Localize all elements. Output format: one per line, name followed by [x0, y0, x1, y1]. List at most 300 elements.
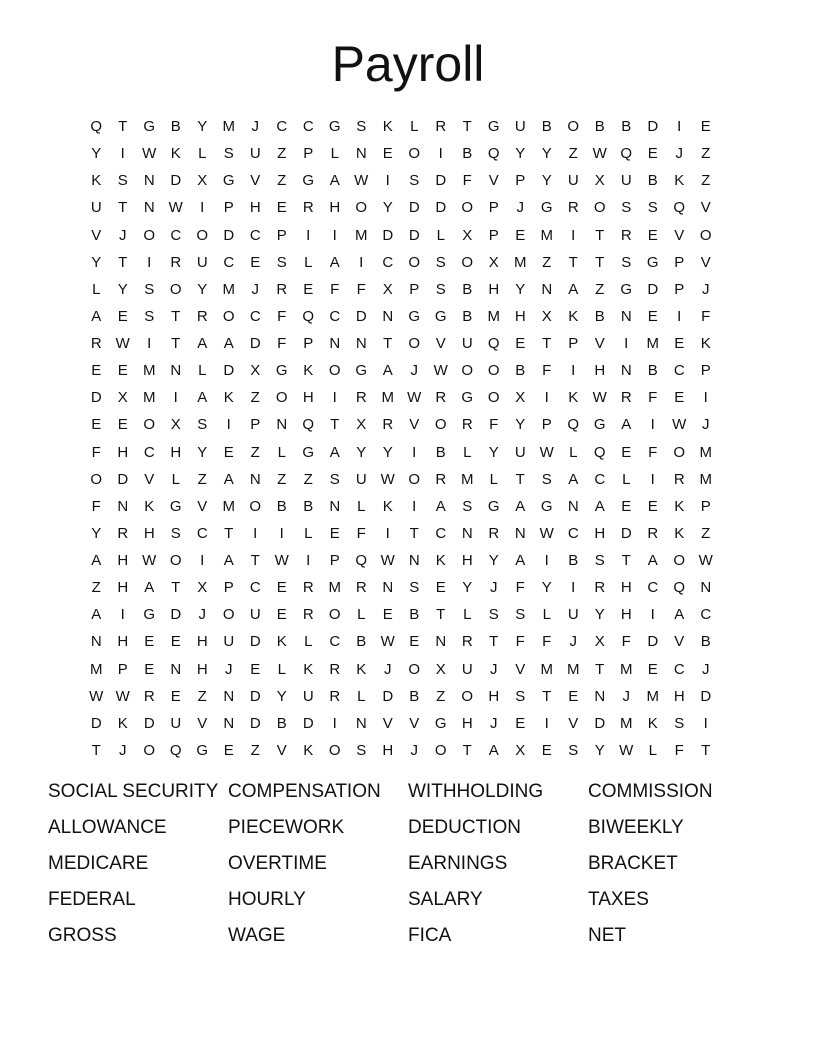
grid-letter: S: [329, 470, 340, 488]
grid-letter: M: [222, 280, 235, 298]
grid-letter: X: [594, 172, 605, 190]
grid-letter: R: [276, 280, 288, 298]
grid-row: [83, 466, 719, 493]
grid-letter: D: [594, 714, 606, 732]
grid-letter: T: [250, 552, 260, 570]
grid-letter: X: [488, 253, 499, 271]
grid-letter: P: [223, 199, 234, 217]
grid-letter: I: [544, 552, 549, 570]
grid-letter: S: [435, 280, 446, 298]
grid-letter: U: [461, 335, 473, 353]
grid-letter: M: [567, 660, 580, 678]
grid-letter: T: [118, 199, 128, 217]
word-list-item: PIECEWORK: [228, 817, 345, 838]
grid-letter: J: [251, 118, 259, 136]
grid-letter: J: [702, 280, 710, 298]
grid-letter: M: [620, 714, 633, 732]
grid-letter: E: [674, 389, 685, 407]
grid-letter: B: [541, 118, 552, 136]
grid-letter: V: [515, 660, 526, 678]
grid-letter: S: [435, 253, 446, 271]
grid-letter: R: [435, 470, 447, 488]
grid-letter: S: [462, 497, 473, 515]
grid-letter: U: [170, 714, 182, 732]
grid-letter: I: [226, 416, 231, 434]
grid-letter: N: [355, 145, 367, 163]
grid-letter: V: [276, 741, 287, 759]
grid-letter: K: [356, 660, 367, 678]
grid-letter: P: [223, 579, 234, 597]
grid-letter: A: [515, 497, 526, 515]
grid-letter: R: [382, 416, 394, 434]
grid-letter: N: [408, 552, 420, 570]
grid-letter: V: [250, 172, 261, 190]
grid-letter: K: [91, 172, 102, 190]
grid-letter: O: [408, 145, 421, 163]
grid-letter: U: [514, 118, 526, 136]
grid-letter: E: [117, 416, 128, 434]
grid-letter: V: [674, 226, 685, 244]
grid-letter: Z: [277, 145, 287, 163]
grid-letter: U: [249, 145, 261, 163]
grid-letter: E: [647, 226, 658, 244]
grid-letter: S: [515, 687, 526, 705]
grid-letter: C: [567, 524, 579, 542]
grid-letter: R: [302, 606, 314, 624]
grid-letter: Y: [462, 579, 473, 597]
grid-letter: Y: [515, 280, 526, 298]
grid-letter: J: [251, 280, 259, 298]
grid-letter: Y: [594, 741, 605, 759]
word-list-item: WITHHOLDING: [408, 781, 544, 802]
grid-letter: H: [117, 633, 129, 651]
grid-letter: L: [304, 633, 313, 651]
grid-letter: Z: [436, 687, 446, 705]
grid-letter: R: [435, 118, 447, 136]
grid-letter: W: [592, 389, 607, 407]
grid-letter: E: [568, 687, 579, 705]
grid-row: [83, 439, 719, 466]
grid-letter: N: [90, 633, 102, 651]
grid-letter: A: [329, 253, 340, 271]
grid-letter: N: [382, 579, 394, 597]
grid-letter: T: [91, 741, 101, 759]
grid-letter: B: [594, 118, 605, 136]
grid-letter: T: [515, 470, 525, 488]
grid-letter: Z: [197, 470, 207, 488]
grid-letter: P: [276, 226, 287, 244]
grid-letter: A: [91, 606, 102, 624]
grid-letter: H: [329, 199, 341, 217]
grid-letter: G: [540, 497, 553, 515]
grid-letter: Q: [593, 443, 606, 461]
grid-letter: G: [487, 497, 500, 515]
grid-letter: Z: [568, 145, 578, 163]
grid-letter: V: [488, 172, 499, 190]
grid-letter: C: [435, 524, 447, 542]
grid-row: [83, 222, 719, 249]
grid-letter: I: [173, 389, 178, 407]
grid-letter: M: [540, 660, 553, 678]
grid-letter: T: [330, 416, 340, 434]
grid-letter: H: [143, 524, 155, 542]
grid-letter: E: [144, 660, 155, 678]
grid-letter: Y: [356, 443, 367, 461]
grid-letter: G: [355, 362, 368, 380]
grid-letter: Z: [250, 389, 260, 407]
grid-letter: L: [198, 145, 207, 163]
grid-letter: I: [200, 552, 205, 570]
grid-letter: O: [461, 253, 474, 271]
grid-letter: G: [275, 362, 288, 380]
grid-letter: O: [355, 199, 368, 217]
grid-row: [83, 140, 719, 167]
grid-letter: J: [490, 660, 498, 678]
grid-letter: F: [515, 633, 525, 651]
grid-letter: K: [223, 389, 234, 407]
grid-letter: Y: [488, 552, 499, 570]
grid-letter: J: [516, 199, 524, 217]
grid-letter: C: [249, 307, 261, 325]
grid-letter: Y: [541, 145, 552, 163]
grid-letter: S: [621, 253, 632, 271]
grid-letter: R: [196, 307, 208, 325]
grid-letter: Q: [355, 552, 368, 570]
grid-letter: T: [436, 606, 446, 624]
grid-letter: W: [115, 687, 130, 705]
grid-letter: P: [568, 335, 579, 353]
grid-letter: B: [462, 280, 473, 298]
grid-letter: N: [620, 362, 632, 380]
grid-letter: S: [541, 470, 552, 488]
word-list-item: COMMISSION: [588, 781, 713, 802]
grid-letter: Q: [487, 335, 500, 353]
grid-letter: C: [143, 443, 155, 461]
grid-letter: E: [515, 226, 526, 244]
grid-letter: B: [435, 443, 446, 461]
grid-letter: E: [276, 579, 287, 597]
word-list-item: ALLOWANCE: [48, 817, 167, 838]
grid-letter: M: [381, 389, 394, 407]
grid-letter: C: [329, 633, 341, 651]
grid-letter: E: [621, 497, 632, 515]
grid-letter: F: [277, 307, 287, 325]
grid-letter: Z: [197, 687, 207, 705]
grid-letter: O: [275, 389, 288, 407]
grid-letter: K: [276, 633, 287, 651]
grid-letter: D: [249, 335, 261, 353]
grid-letter: H: [196, 633, 208, 651]
grid-letter: J: [490, 714, 498, 732]
word-list-item: COMPENSATION: [228, 781, 381, 802]
grid-letter: D: [170, 606, 182, 624]
grid-letter: E: [674, 335, 685, 353]
word-list-item: EARNINGS: [408, 853, 508, 874]
grid-letter: S: [144, 307, 155, 325]
grid-letter: R: [117, 524, 129, 542]
grid-letter: J: [569, 633, 577, 651]
grid-letter: T: [171, 335, 181, 353]
grid-letter: N: [170, 362, 182, 380]
grid-letter: H: [382, 741, 394, 759]
grid-letter: B: [356, 633, 367, 651]
grid-letter: T: [595, 253, 605, 271]
grid-letter: T: [118, 253, 128, 271]
grid-letter: H: [488, 280, 500, 298]
grid-letter: R: [620, 389, 632, 407]
grid-letter: I: [571, 226, 576, 244]
grid-letter: W: [592, 145, 607, 163]
grid-letter: B: [568, 552, 579, 570]
grid-letter: K: [382, 118, 393, 136]
grid-letter: U: [567, 172, 579, 190]
grid-letter: J: [410, 362, 418, 380]
grid-letter: E: [435, 579, 446, 597]
grid-letter: S: [117, 172, 128, 190]
grid-letter: I: [200, 199, 205, 217]
grid-letter: T: [489, 633, 499, 651]
grid-letter: U: [461, 660, 473, 678]
grid-letter: W: [539, 524, 554, 542]
grid-letter: L: [622, 470, 631, 488]
grid-letter: C: [673, 660, 685, 678]
grid-letter: A: [197, 389, 208, 407]
grid-letter: A: [568, 280, 579, 298]
grid-letter: N: [541, 280, 553, 298]
grid-letter: S: [647, 199, 658, 217]
grid-letter: N: [143, 172, 155, 190]
grid-letter: V: [144, 470, 155, 488]
grid-letter: D: [382, 226, 394, 244]
grid-letter: T: [462, 741, 472, 759]
grid-letter: H: [461, 714, 473, 732]
grid-letter: N: [143, 199, 155, 217]
grid-letter: A: [568, 470, 579, 488]
grid-row: [83, 194, 719, 221]
grid-letter: G: [302, 172, 315, 190]
grid-letter: Y: [91, 524, 102, 542]
grid-letter: S: [568, 741, 579, 759]
grid-letter: A: [515, 552, 526, 570]
grid-letter: X: [197, 579, 208, 597]
grid-letter: O: [169, 552, 182, 570]
grid-letter: I: [703, 714, 708, 732]
grid-letter: S: [409, 579, 420, 597]
grid-letter: G: [302, 443, 315, 461]
grid-letter: O: [222, 606, 235, 624]
grid-letter: Y: [541, 579, 552, 597]
grid-letter: A: [647, 552, 658, 570]
grid-letter: F: [356, 524, 366, 542]
grid-letter: W: [380, 470, 395, 488]
grid-letter: C: [249, 579, 261, 597]
grid-letter: Y: [91, 145, 102, 163]
grid-letter: M: [620, 660, 633, 678]
grid-letter: K: [568, 389, 579, 407]
grid-letter: V: [409, 714, 420, 732]
grid-letter: R: [673, 470, 685, 488]
grid-letter: J: [702, 660, 710, 678]
grid-letter: B: [515, 362, 526, 380]
grid-letter: M: [699, 470, 712, 488]
grid-letter: H: [673, 687, 685, 705]
grid-letter: X: [117, 389, 128, 407]
grid-letter: Z: [277, 172, 287, 190]
grid-letter: J: [384, 660, 392, 678]
grid-letter: L: [542, 606, 551, 624]
grid-letter: P: [515, 172, 526, 190]
grid-letter: W: [672, 416, 687, 434]
grid-letter: N: [223, 687, 235, 705]
grid-letter: Z: [277, 470, 287, 488]
grid-letter: L: [357, 687, 366, 705]
grid-letter: W: [433, 362, 448, 380]
grid-letter: Q: [169, 741, 182, 759]
grid-letter: T: [701, 741, 711, 759]
grid-letter: I: [677, 307, 682, 325]
grid-letter: I: [703, 389, 708, 407]
grid-row: [83, 167, 719, 194]
grid-letter: I: [544, 389, 549, 407]
grid-letter: S: [356, 118, 367, 136]
grid-letter: P: [674, 253, 685, 271]
grid-letter: Q: [567, 416, 580, 434]
grid-letter: L: [171, 470, 180, 488]
grid-letter: A: [594, 497, 605, 515]
grid-letter: K: [674, 524, 685, 542]
grid-letter: G: [143, 118, 156, 136]
grid-letter: K: [303, 660, 314, 678]
grid-letter: D: [647, 280, 659, 298]
grid-letter: W: [539, 443, 554, 461]
grid-letter: D: [302, 714, 314, 732]
grid-letter: S: [144, 280, 155, 298]
grid-letter: E: [621, 443, 632, 461]
grid-letter: A: [223, 335, 234, 353]
word-list-item: OVERTIME: [228, 853, 327, 874]
grid-letter: D: [647, 633, 659, 651]
grid-letter: E: [329, 524, 340, 542]
grid-letter: X: [250, 362, 261, 380]
grid-letter: I: [412, 497, 417, 515]
grid-letter: V: [382, 714, 393, 732]
grid-letter: O: [408, 470, 421, 488]
grid-letter: I: [677, 118, 682, 136]
grid-letter: U: [620, 172, 632, 190]
grid-letter: X: [382, 280, 393, 298]
grid-letter: A: [435, 497, 446, 515]
grid-letter: D: [435, 172, 447, 190]
grid-letter: L: [463, 606, 472, 624]
grid-letter: A: [223, 470, 234, 488]
grid-letter: R: [90, 335, 102, 353]
grid-letter: K: [144, 497, 155, 515]
grid-letter: H: [461, 552, 473, 570]
grid-letter: V: [197, 714, 208, 732]
grid-letter: S: [674, 714, 685, 732]
grid-letter: S: [594, 552, 605, 570]
grid-letter: S: [488, 606, 499, 624]
grid-letter: X: [515, 389, 526, 407]
grid-letter: F: [542, 633, 552, 651]
grid-letter: C: [382, 253, 394, 271]
grid-letter: U: [223, 633, 235, 651]
grid-letter: L: [198, 362, 207, 380]
word-list-item: GROSS: [48, 925, 117, 946]
grid-letter: O: [196, 226, 209, 244]
grid-letter: M: [646, 335, 659, 353]
word-list: [48, 779, 768, 949]
grid-letter: Y: [197, 443, 208, 461]
grid-letter: K: [674, 497, 685, 515]
grid-letter: M: [90, 660, 103, 678]
grid-letter: H: [196, 660, 208, 678]
grid-letter: O: [461, 199, 474, 217]
grid-letter: J: [622, 687, 630, 705]
grid-letter: B: [276, 714, 287, 732]
grid-row: [83, 547, 719, 574]
grid-letter: X: [515, 741, 526, 759]
grid-letter: C: [223, 253, 235, 271]
grid-letter: Y: [117, 280, 128, 298]
grid-letter: C: [302, 118, 314, 136]
grid-letter: S: [356, 741, 367, 759]
grid-letter: G: [408, 307, 421, 325]
grid-letter: M: [514, 253, 527, 271]
grid-letter: G: [646, 253, 659, 271]
grid-row: [83, 737, 719, 764]
grid-letter: O: [249, 497, 262, 515]
grid-letter: M: [355, 226, 368, 244]
grid-letter: I: [385, 172, 390, 190]
grid-letter: U: [90, 199, 102, 217]
grid-letter: S: [197, 416, 208, 434]
grid-letter: C: [170, 226, 182, 244]
grid-letter: Q: [487, 145, 500, 163]
grid-letter: E: [223, 741, 234, 759]
grid-letter: E: [91, 362, 102, 380]
grid-letter: Z: [91, 579, 101, 597]
grid-letter: Y: [541, 172, 552, 190]
word-list-item: MEDICARE: [48, 853, 149, 874]
grid-letter: D: [355, 307, 367, 325]
grid-letter: B: [462, 145, 473, 163]
grid-letter: L: [410, 118, 419, 136]
grid-letter: I: [306, 226, 311, 244]
grid-letter: J: [119, 741, 127, 759]
grid-letter: G: [461, 389, 474, 407]
grid-letter: Z: [701, 524, 711, 542]
grid-letter: G: [540, 199, 553, 217]
grid-letter: M: [143, 362, 156, 380]
grid-letter: F: [356, 280, 366, 298]
grid-letter: W: [274, 552, 289, 570]
grid-letter: H: [170, 443, 182, 461]
grid-letter: T: [542, 687, 552, 705]
grid-letter: S: [621, 199, 632, 217]
grid-letter: K: [170, 145, 181, 163]
grid-letter: T: [542, 335, 552, 353]
grid-letter: P: [488, 199, 499, 217]
grid-letter: W: [115, 335, 130, 353]
grid-letter: V: [91, 226, 102, 244]
grid-letter: N: [435, 633, 447, 651]
grid-letter: L: [569, 443, 578, 461]
grid-letter: O: [90, 470, 103, 488]
word-list-item: NET: [588, 925, 626, 946]
grid-letter: W: [380, 633, 395, 651]
grid-letter: G: [143, 606, 156, 624]
